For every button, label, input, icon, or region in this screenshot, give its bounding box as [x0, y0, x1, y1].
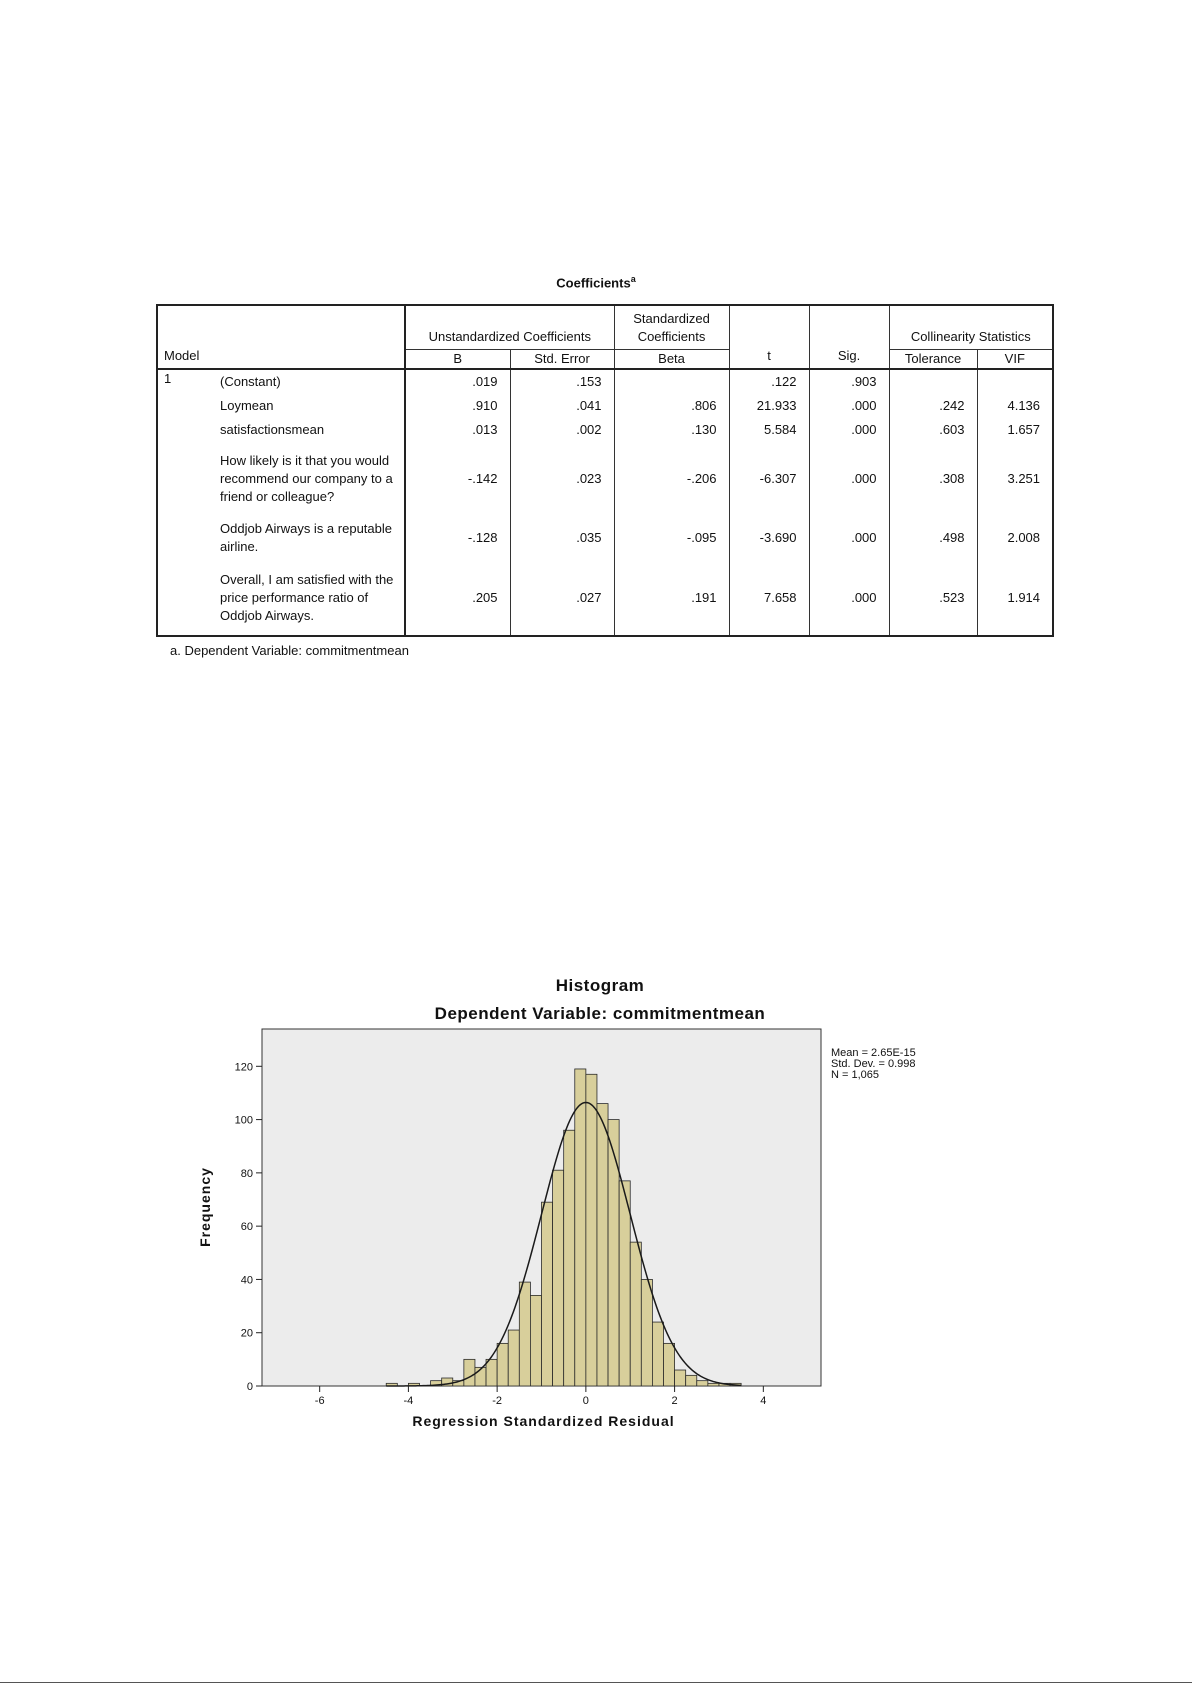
chart-subtitle: Dependent Variable: commitmentmean [434, 1004, 766, 1023]
x-axis-label: Regression Standardized Residual [412, 1413, 675, 1429]
vif-value: 4.136 [977, 394, 1053, 418]
b-value: .019 [405, 369, 510, 394]
table-footnote: a. Dependent Variable: commitmentmean [170, 643, 409, 658]
row-label: How likely is it that you would recommend our company to a friend or colleague? [214, 442, 405, 516]
sig-value: .000 [809, 442, 889, 516]
tolerance-value: .498 [889, 516, 977, 560]
std-error-value: .035 [510, 516, 614, 560]
histogram-bar [564, 1130, 575, 1386]
table-row [157, 394, 1053, 418]
histogram-bar [553, 1170, 564, 1386]
beta-value: .191 [614, 560, 729, 636]
histogram-bar [686, 1375, 697, 1386]
table-row [157, 369, 1053, 394]
coefficients-table [156, 304, 1054, 637]
vif-value: 1.914 [977, 560, 1053, 636]
b-value: .910 [405, 394, 510, 418]
x-tick-label: 2 [671, 1395, 678, 1407]
table-row [157, 560, 1053, 636]
header-beta: Beta [614, 349, 729, 369]
row-label: Overall, I am satisfied with the price performance ratio of Oddjob Airways. [214, 560, 405, 636]
histogram-bar [475, 1367, 486, 1386]
histogram-bar [486, 1359, 497, 1386]
histogram-bar [575, 1069, 586, 1386]
t-value: -3.690 [729, 516, 809, 560]
model-number [157, 394, 214, 418]
header-vif: VIF [977, 349, 1053, 369]
tolerance-value: .603 [889, 418, 977, 442]
histogram-bar [530, 1295, 541, 1386]
beta-value [614, 369, 729, 394]
header-sig: Sig. [809, 305, 889, 369]
beta-value: .130 [614, 418, 729, 442]
model-number [157, 560, 214, 636]
coefficients-title: Coefficients$^a$ [556, 274, 636, 291]
histogram-bar [630, 1242, 641, 1386]
histogram-bar [675, 1370, 686, 1386]
stat-mean: Mean = 2.65E-15 [831, 1047, 916, 1059]
tolerance-value: .523 [889, 560, 977, 636]
histogram-bar [442, 1378, 453, 1386]
header-std-error: Std. Error [510, 349, 614, 369]
beta-value: -.095 [614, 516, 729, 560]
x-tick-label: 0 [582, 1395, 589, 1407]
histogram-bar [730, 1383, 741, 1386]
std-error-value: .002 [510, 418, 614, 442]
b-value: .205 [405, 560, 510, 636]
y-axis-label: Frequency [197, 1167, 213, 1247]
table-row [157, 418, 1053, 442]
t-value: .122 [729, 369, 809, 394]
vif-value: 1.657 [977, 418, 1053, 442]
header-b: B [405, 349, 510, 369]
b-value: -.128 [405, 516, 510, 560]
table-row [157, 516, 1053, 560]
std-error-value: .023 [510, 442, 614, 516]
model-number [157, 442, 214, 516]
b-value: -.142 [405, 442, 510, 516]
chart-title: Histogram [555, 976, 645, 995]
vif-value: 3.251 [977, 442, 1053, 516]
histogram-bar [708, 1383, 719, 1386]
vif-value [977, 369, 1053, 394]
sig-value: .000 [809, 394, 889, 418]
std-error-value: .041 [510, 394, 614, 418]
y-tick-label: 80 [240, 1167, 253, 1180]
t-value: 5.584 [729, 418, 809, 442]
histogram-bar [464, 1359, 475, 1386]
header-collinearity: Collinearity Statistics [889, 305, 1053, 349]
histogram-bar [697, 1381, 708, 1386]
row-label: Oddjob Airways is a reputable airline. [214, 516, 405, 560]
b-value: .013 [405, 418, 510, 442]
plot-area [262, 1029, 821, 1386]
histogram-bar [542, 1202, 553, 1386]
table-row [157, 442, 1053, 516]
histogram-bar [453, 1381, 464, 1386]
histogram-bar [652, 1322, 663, 1386]
t-value: 21.933 [729, 394, 809, 418]
header-unstandardized: Unstandardized Coefficients [405, 305, 614, 349]
histogram-bar [519, 1282, 530, 1386]
histogram-bar [586, 1074, 597, 1386]
histogram-bar [608, 1120, 619, 1386]
stat-std-dev: Std. Dev. = 0.998 [831, 1058, 916, 1070]
stat-n: N = 1,065 [831, 1069, 880, 1081]
histogram-bar [597, 1104, 608, 1386]
coefficients-body [157, 369, 1053, 636]
row-label: (Constant) [214, 369, 405, 394]
beta-value: -.206 [614, 442, 729, 516]
page-bottom-rule [0, 1682, 1192, 1683]
sig-value: .903 [809, 369, 889, 394]
tolerance-value: .308 [889, 442, 977, 516]
std-error-value: .153 [510, 369, 614, 394]
histogram-bar [641, 1279, 652, 1386]
y-tick-label: 0 [246, 1381, 253, 1393]
std-error-value: .027 [510, 560, 614, 636]
y-tick-label: 100 [234, 1114, 253, 1127]
histogram-bar [719, 1383, 730, 1386]
y-tick-label: 120 [234, 1061, 253, 1074]
row-label: satisfactionsmean [214, 418, 405, 442]
header-t: t [729, 305, 809, 369]
y-tick-label: 40 [240, 1274, 253, 1287]
x-tick-label: -2 [492, 1395, 503, 1407]
model-number [157, 516, 214, 560]
y-tick-label: 20 [240, 1327, 253, 1340]
histogram-bar [386, 1383, 397, 1386]
histogram-bar [408, 1383, 419, 1386]
x-tick-label: -4 [403, 1395, 414, 1407]
histogram-bar [508, 1330, 519, 1386]
sig-value: .000 [809, 560, 889, 636]
row-label: Loymean [214, 394, 405, 418]
tolerance-value: .242 [889, 394, 977, 418]
beta-value: .806 [614, 394, 729, 418]
y-tick-label: 60 [240, 1221, 253, 1234]
header-tolerance: Tolerance [889, 349, 977, 369]
header-model: Model [157, 305, 405, 369]
tolerance-value [889, 369, 977, 394]
normal-curve-line [386, 1102, 741, 1386]
histogram-bar [664, 1343, 675, 1386]
x-tick-label: -6 [314, 1395, 325, 1407]
histogram-bar [497, 1343, 508, 1386]
vif-value: 2.008 [977, 516, 1053, 560]
model-number [157, 418, 214, 442]
histogram-bar [431, 1381, 442, 1386]
model-number: 1 [157, 369, 214, 394]
sig-value: .000 [809, 418, 889, 442]
t-value: 7.658 [729, 560, 809, 636]
t-value: -6.307 [729, 442, 809, 516]
x-tick-label: 4 [760, 1395, 767, 1407]
header-standardized: Standardized Coefficients [614, 305, 729, 349]
histogram-bar [619, 1181, 630, 1386]
sig-value: .000 [809, 516, 889, 560]
